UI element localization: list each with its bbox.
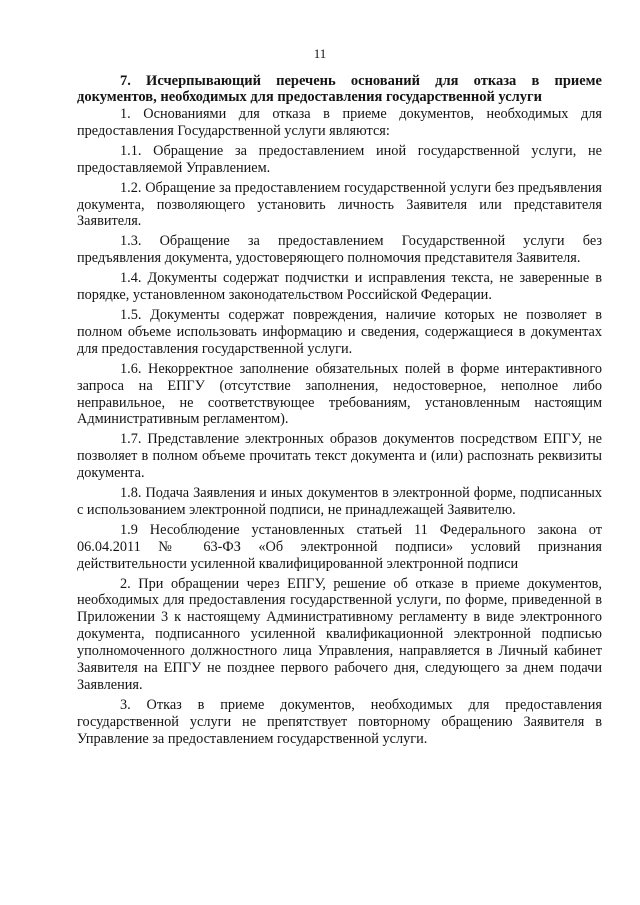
paragraph-1-7: 1.7. Представление электронных образов документов посредством ЕПГУ, не позволяет в полном объеме прочитать текст документа и (или) распознать реквизиты документа. (77, 431, 602, 482)
paragraph-1-9: 1.9 Несоблюдение установленных статьей 11 Федерального закона от 06.04.2011 № 63-ФЗ «Об электронной подписи» условий признания действительности усиленной квалифицированной электронной подписи (77, 521, 602, 572)
paragraph-1-5: 1.5. Документы содержат повреждения, наличие которых не позволяет в полном объеме использовать информацию и сведения, содержащиеся в документах для предоставления государственной услуги. (77, 306, 602, 357)
paragraph-2: 2. При обращении через ЕПГУ, решение об отказе в приеме документов, необходимых для предоставления государственной услуги, по форме, приведенной в Приложении 3 к настоящему Административному регламенту в виде электронного документа, подписанного усиленной квалификационной электронной подписью уполномоченного должностного лица Управления, направляется в Личный кабинет Заявителя на ЕПГУ не позднее первого рабочего дня, следующего за днем подачи Заявления. (77, 575, 602, 693)
paragraph-1-1: 1.1. Обращение за предоставлением иной государственной услуги, не предоставляемой Управлением. (77, 142, 602, 176)
paragraph-1: 1. Основаниями для отказа в приеме документов, необходимых для предоставления Государственной услуги являются: (77, 106, 602, 139)
paragraph-3: 3. Отказ в приеме документов, необходимых для предоставления государственной услуги не препятствует повторному обращению Заявителя в Управление за предоставлением государственной услуги. (77, 696, 602, 747)
paragraph-1-2: 1.2. Обращение за предоставлением государственной услуги без предъявления документа, позволяющего установить личность Заявителя или представителя Заявителя. (77, 179, 602, 230)
document-body (77, 73, 602, 751)
paragraph-1-8: 1.8. Подача Заявления и иных документов в электронной форме, подписанных с использованием электронной подписи, не принадлежащей Заявителю. (77, 485, 602, 518)
section-heading: 7. Исчерпывающий перечень оснований для отказа в приеме документов, необходимых для предоставления государственной услуги (77, 73, 602, 105)
paragraph-1-4: 1.4. Документы содержат подчистки и исправления текста, не заверенные в порядке, установленном законодательством Российской Федерации. (77, 270, 602, 304)
paragraph-1-6: 1.6. Некорректное заполнение обязательных полей в форме интерактивного запроса на ЕПГУ (отсутствие заполнения, недостоверное, неполное либо неправильное, не соответствующее требованиям, установленным настоящим Административным регламентом). (77, 360, 602, 428)
paragraph-1-3: 1.3. Обращение за предоставлением Государственной услуги без предъявления документа, удостоверяющего полномочия представителя Заявителя. (77, 233, 602, 267)
page-number: 11 (313, 46, 327, 61)
